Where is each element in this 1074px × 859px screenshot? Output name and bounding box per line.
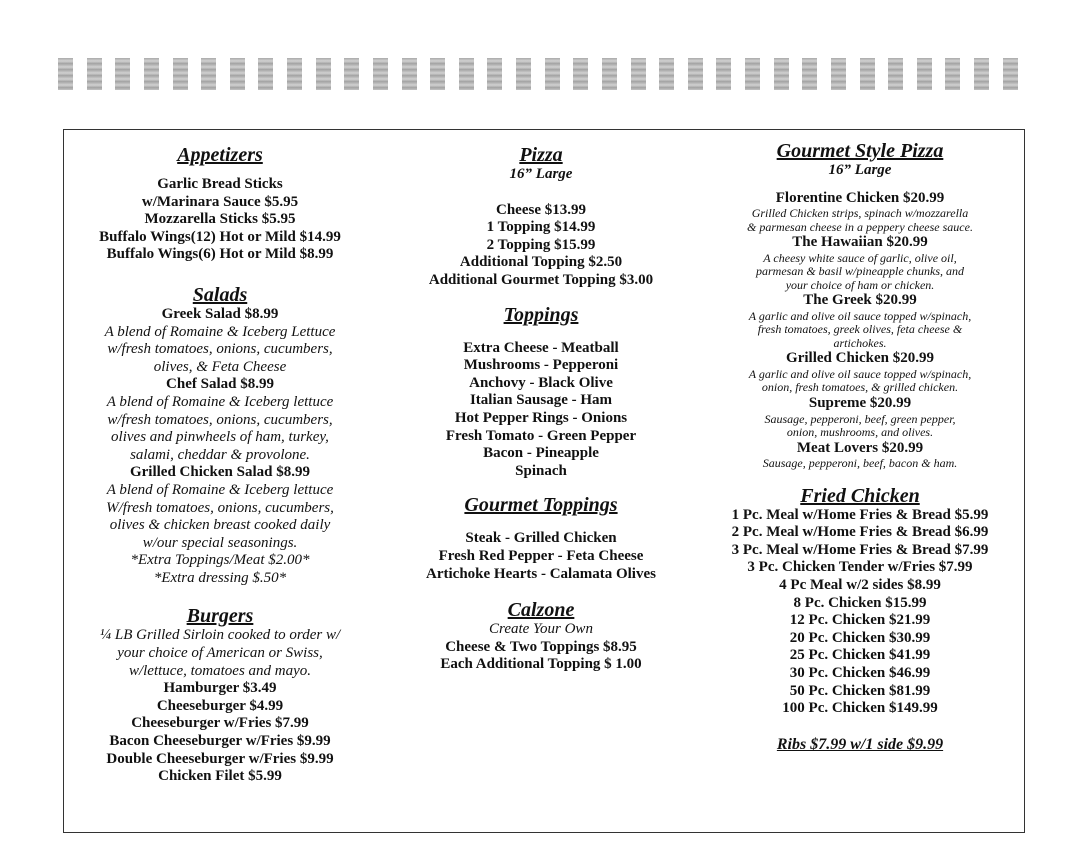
salad-desc-line: A blend of Romaine & Iceberg lettuce — [106, 393, 334, 410]
salad-desc-line: olives, & Feta Cheese — [153, 358, 287, 375]
fried-chicken-item: 4 Pc Meal w/2 sides $8.99 — [779, 577, 941, 594]
burger-item: Bacon Cheeseburger w/Fries $9.99 — [109, 733, 331, 750]
fried-chicken-heading: Fried Chicken — [800, 484, 920, 507]
salad-desc-line: olives & chicken breast cooked daily — [109, 517, 331, 534]
gourmet-pizza-name: Supreme $20.99 — [808, 394, 912, 411]
gourmet-topping-item: Steak - Grilled Chicken — [465, 530, 617, 547]
punch-hole — [87, 58, 102, 90]
fried-chicken-item: 12 Pc. Chicken $21.99 — [789, 612, 931, 629]
salad-desc-line: salami, cheddar & provolone. — [130, 446, 310, 463]
punch-hole — [258, 58, 273, 90]
punch-hole — [1003, 58, 1018, 90]
grilled-chicken-salad-name: Grilled Chicken Salad $8.99 — [129, 464, 311, 481]
burger-item: Double Cheeseburger w/Fries $9.99 — [106, 750, 334, 767]
topping-item: Italian Sausage - Ham — [469, 392, 613, 409]
punch-hole — [745, 58, 760, 90]
topping-item: Mushrooms - Pepperoni — [463, 357, 619, 374]
topping-item: Spinach — [515, 462, 567, 479]
punch-hole — [545, 58, 560, 90]
calzone-heading: Calzone — [507, 599, 575, 622]
punch-hole — [888, 58, 903, 90]
gourmet-pizza-desc: Sausage, pepperoni, beef, bacon & ham. — [762, 456, 958, 471]
burger-item: Cheeseburger w/Fries $7.99 — [131, 715, 309, 732]
pizza-item: Additional Topping $2.50 — [459, 254, 623, 271]
punch-hole — [459, 58, 474, 90]
topping-item: Hot Pepper Rings - Onions — [454, 409, 628, 426]
gourmet-pizza-desc: artichokes. — [833, 335, 887, 350]
appetizer-item: Mozzarella Sticks $5.95 — [144, 211, 296, 228]
punch-hole — [688, 58, 703, 90]
menu-panel — [63, 129, 1025, 833]
salad-desc-line: olives and pinwheels of ham, turkey, — [111, 429, 329, 446]
punch-hole — [230, 58, 245, 90]
burger-item: Hamburger $3.49 — [163, 680, 277, 697]
fried-chicken-item: 3 Pc. Meal w/Home Fries & Bread $7.99 — [731, 541, 989, 558]
pizza-item: Cheese $13.99 — [496, 201, 586, 218]
gourmet-pizza-desc: & parmesan cheese in a peppery cheese sauce. — [747, 219, 973, 234]
appetizers-heading: Appetizers — [177, 144, 263, 166]
punch-hole — [115, 58, 130, 90]
punch-hole — [831, 58, 846, 90]
menu-column-left — [70, 130, 370, 786]
punch-hole — [917, 58, 932, 90]
fried-chicken-item: 100 Pc. Chicken $149.99 — [782, 700, 938, 717]
appetizer-item: Buffalo Wings(12) Hot or Mild $14.99 — [99, 228, 341, 245]
punch-hole — [945, 58, 960, 90]
punch-hole — [316, 58, 331, 90]
salad-desc-line: A blend of Romaine & Iceberg Lettuce — [104, 323, 336, 340]
calzone-item: Each Additional Topping $ 1.00 — [440, 656, 642, 673]
gourmet-pizza-name: Florentine Chicken $20.99 — [775, 189, 945, 206]
salads-heading: Salads — [192, 283, 248, 306]
topping-item: Anchovy - Black Olive — [469, 374, 613, 391]
gourmet-pizza-desc: onion, fresh tomatoes, & grilled chicken. — [761, 380, 959, 395]
salad-desc-line: W/fresh tomatoes, onions, cucumbers, — [106, 499, 334, 516]
fried-chicken-item: 2 Pc. Meal w/Home Fries & Bread $6.99 — [731, 524, 989, 541]
fried-chicken-item: 8 Pc. Chicken $15.99 — [793, 594, 927, 611]
punch-hole — [373, 58, 388, 90]
salad-desc-line: w/our special seasonings. — [142, 534, 298, 551]
gourmet-pizza-desc: parmesan & basil w/pineapple chunks, and — [756, 264, 964, 279]
gourmet-pizza-heading: Gourmet Style Pizza — [776, 140, 944, 162]
appetizer-item: Garlic Bread Sticks — [157, 176, 283, 192]
punch-hole — [201, 58, 216, 90]
gourmet-pizza-name: The Hawaiian $20.99 — [792, 234, 928, 251]
burger-desc-line: your choice of American or Swiss, — [117, 645, 323, 662]
burger-item: Chicken Filet $5.99 — [158, 768, 282, 785]
gourmet-pizza-desc: A garlic and olive oil sauce topped w/spinach, — [748, 366, 972, 381]
chef-salad-name: Chef Salad $8.99 — [166, 376, 274, 393]
burger-desc-line: ¼ LB Grilled Sirloin cooked to order w/ — [99, 627, 341, 644]
menu-column-middle — [410, 130, 672, 674]
punch-hole — [287, 58, 302, 90]
burgers-heading: Burgers — [186, 605, 254, 628]
punch-hole — [860, 58, 875, 90]
gourmet-pizza-desc: onion, mushrooms, and olives. — [786, 425, 934, 440]
gourmet-pizza-desc: Sausage, pepperoni, beef, green pepper, — [764, 411, 956, 426]
topping-item: Fresh Tomato - Green Pepper — [445, 427, 637, 444]
salad-extra-note: *Extra dressing $.50* — [153, 569, 287, 586]
pizza-item: 1 Topping $14.99 — [486, 219, 596, 236]
burger-item: Cheeseburger $4.99 — [156, 697, 284, 714]
topping-item: Extra Cheese - Meatball — [463, 339, 619, 356]
menu-column-right — [700, 130, 1020, 753]
gourmet-pizza-name: Grilled Chicken $20.99 — [786, 350, 934, 367]
gourmet-pizza-desc: your choice of ham or chicken. — [785, 277, 935, 292]
topping-item: Bacon - Pineapple — [483, 445, 599, 462]
gourmet-pizza-size: 16” Large — [828, 162, 892, 178]
pizza-item: Additional Gourmet Topping $3.00 — [428, 271, 654, 288]
ribs-item: Ribs $7.99 w/1 side $9.99 — [776, 735, 944, 753]
fried-chicken-item: 50 Pc. Chicken $81.99 — [789, 682, 931, 699]
fried-chicken-item: 30 Pc. Chicken $46.99 — [789, 665, 931, 681]
salad-desc-line: A blend of Romaine & Iceberg lettuce — [106, 481, 334, 498]
appetizer-item: Buffalo Wings(6) Hot or Mild $8.99 — [106, 246, 334, 263]
punch-hole — [974, 58, 989, 90]
punch-hole — [487, 58, 502, 90]
fried-chicken-item: 3 Pc. Chicken Tender w/Fries $7.99 — [747, 559, 973, 576]
fried-chicken-item: 20 Pc. Chicken $30.99 — [789, 629, 931, 646]
gourmet-toppings-heading: Gourmet Toppings — [464, 494, 618, 517]
binder-punch-strip — [58, 58, 1018, 92]
gourmet-pizza-name: The Greek $20.99 — [803, 292, 917, 309]
punch-hole — [144, 58, 159, 90]
punch-hole — [659, 58, 674, 90]
punch-hole — [774, 58, 789, 90]
punch-hole — [716, 58, 731, 90]
gourmet-pizza-name: Meat Lovers $20.99 — [796, 439, 924, 456]
fried-chicken-item: 1 Pc. Meal w/Home Fries & Bread $5.99 — [731, 506, 989, 523]
punch-hole — [344, 58, 359, 90]
appetizer-item: w/Marinara Sauce $5.95 — [141, 193, 299, 210]
punch-hole — [602, 58, 617, 90]
punch-hole — [516, 58, 531, 90]
salad-extra-note: *Extra Toppings/Meat $2.00* — [130, 552, 310, 569]
pizza-item: 2 Topping $15.99 — [486, 236, 596, 253]
punch-hole — [631, 58, 646, 90]
punch-hole — [573, 58, 588, 90]
punch-hole — [402, 58, 417, 90]
salad-desc-line: w/fresh tomatoes, onions, cucumbers, — [107, 341, 333, 358]
toppings-heading: Toppings — [503, 303, 579, 326]
punch-hole — [802, 58, 817, 90]
calzone-item: Cheese & Two Toppings $8.95 — [445, 638, 637, 655]
punch-hole — [173, 58, 188, 90]
fried-chicken-item: 25 Pc. Chicken $41.99 — [789, 647, 931, 664]
calzone-subtitle: Create Your Own — [489, 621, 593, 638]
gourmet-pizza-desc: A cheesy white sauce of garlic, olive oil, — [763, 250, 957, 265]
burger-desc-line: w/lettuce, tomatoes and mayo. — [128, 662, 312, 679]
pizza-size: 16” Large — [509, 166, 573, 182]
gourmet-topping-item: Fresh Red Pepper - Feta Cheese — [438, 547, 644, 564]
gourmet-pizza-desc: fresh tomatoes, greek olives, feta cheese & — [757, 322, 963, 337]
punch-hole — [430, 58, 445, 90]
punch-hole — [58, 58, 73, 90]
salad-desc-line: w/fresh tomatoes, onions, cucumbers, — [107, 411, 333, 428]
greek-salad-name: Greek Salad $8.99 — [161, 305, 279, 322]
gourmet-pizza-desc: A garlic and olive oil sauce topped w/spinach, — [748, 308, 972, 323]
gourmet-topping-item: Artichoke Hearts - Calamata Olives — [426, 565, 656, 582]
pizza-heading: Pizza — [519, 144, 563, 166]
gourmet-pizza-desc: Grilled Chicken strips, spinach w/mozzarella — [751, 206, 969, 221]
